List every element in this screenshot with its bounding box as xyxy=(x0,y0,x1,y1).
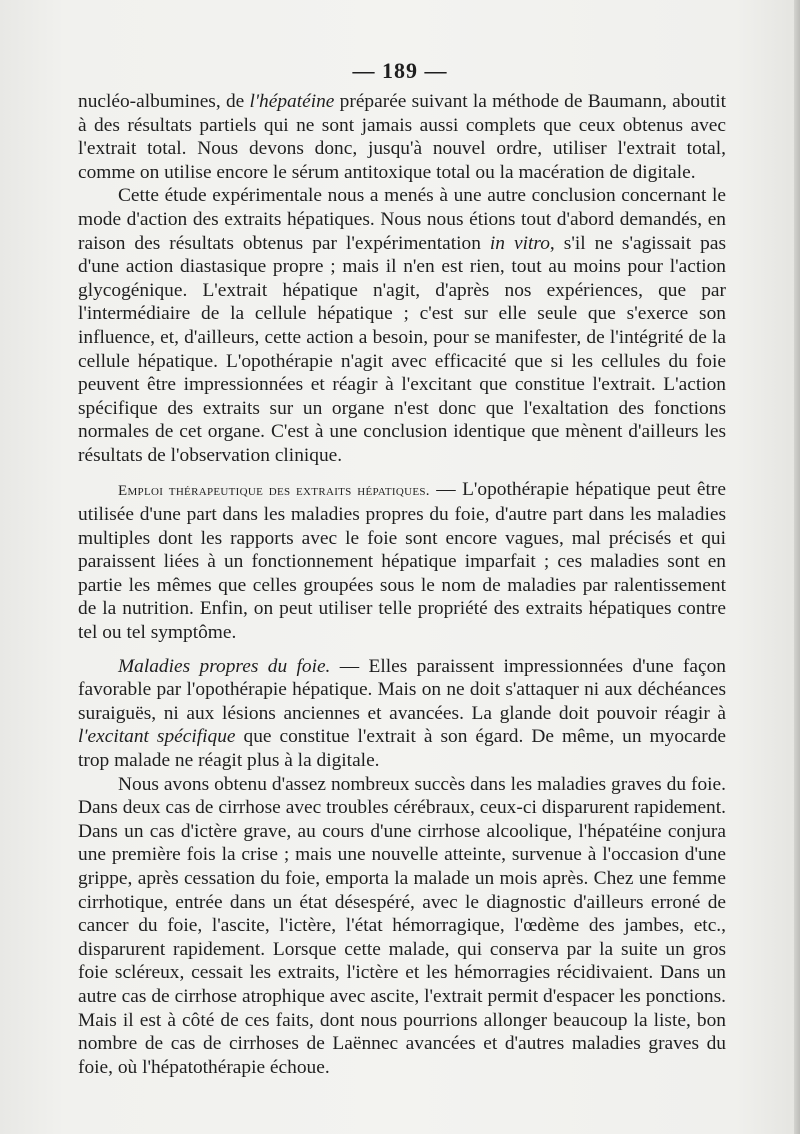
text-run: — Elles paraissent impressionnées d'une façon favorable par l'opothérapie hépatique. Mais on ne doit s'attaquer ni aux déchéances suraiguës, ni aux lésions anciennes et avancées. La glande doit pouvoir réagir à xyxy=(78,655,726,724)
paragraph-1 xyxy=(78,90,726,184)
page-number: — 189 — xyxy=(352,58,448,83)
section-heading: Emploi thérapeutique des extraits hépatiques. xyxy=(118,482,430,499)
text-run: Cette étude expérimentale nous a menés à une autre conclusion concernant le mode d'action des extraits hépatiques. Nous nous étions tout d'abord demandés, en raison des résultats obtenus par l'expérimentation xyxy=(78,185,726,254)
body-text xyxy=(78,90,726,1079)
paragraph-4 xyxy=(78,655,726,773)
text-run: que constitue l'extrait à son égard. De même, un myocarde trop malade ne réagit plus à la digitale. xyxy=(78,726,726,772)
paragraph-5 xyxy=(78,773,726,1080)
italic-term: l'hépatéine xyxy=(249,91,335,112)
italic-term: l'excitant spécifique xyxy=(78,726,236,748)
italic-term: in vitro xyxy=(489,232,550,254)
text-run: , s'il ne s'agissait pas d'une action diastasique propre ; mais il n'en est rien, tout au moins pour l'action glycogénique. L'extrait hépatique n'agit, d'après nos expériences, que par l'intermédiaire de la cellule hépatique ; c'est sur elle seule que s'exerce son influence, et, d'ailleurs, cette action a besoin, pour se manifester, de l'intégrité de la cellule hépatique. L'opothérapie n'agit avec efficacité que si les cellules du foie peuvent être impressionnées et réagir à l'excitant que constitue l'extrait. L'action spécifique des extraits sur un organe n'est donc que l'exaltation des fonctions normales de cet organe. C'est à une conclusion identique que mènent d'ailleurs les résultats de l'observation clinique. xyxy=(78,232,726,466)
subsection-heading: Maladies propres du foie. xyxy=(118,655,331,677)
paragraph-2 xyxy=(78,184,726,467)
paragraph-3 xyxy=(78,478,726,645)
text-run: — L'opothérapie hépatique peut être utilisée d'une part dans les maladies propres du foie, d'autre part dans les maladies multiples dont les rapports avec le foie sont encore vagues, mal précisés et qui paraissent liées à un fonctionnement hépatique imparfait ; ces maladies sont en partie les mêmes que celles groupées sous le nom de maladies par ralentissement de la nutrition. Enfin, on peut utiliser telle propriété des extraits hépatiques contre tel ou tel symptôme. xyxy=(78,478,726,644)
text-run: Nous avons obtenu d'assez nombreux succès dans les maladies graves du foie. Dans deux cas de cirrhose avec troubles cérébraux, ceux-ci disparurent rapidement. Dans un cas d'ictère grave, au cours d'une cirrhose alcoolique, l'hépatéine conjura une première fois la crise ; mais une nouvelle atteinte, survenue à l'occasion d'une grippe, après cessation du foie, emporta la malade un mois après. Chez une femme cirrhotique, entrée dans un état désespéré, avec le diagnostic d'ailleurs erroné de cancer du foie, l'ascite, l'ictère, l'état hémorragique, l'œdème des jambes, etc., disparurent rapidement. Lorsque cette malade, qui conserva par la suite un gros foie scléreux, cessait les extraits, l'ictère et les hémorragies récidivaient. Dans un autre cas de cirrhose atrophique avec ascite, l'extrait permit d'espacer les ponctions. Mais il est à côté de ces faits, dont nous pourrions allonger beaucoup la liste, bon nombre de cas de cirrhoses de Laënnec avancées et d'autres maladies graves du foie, où l'hépatothérapie échoue. xyxy=(78,773,726,1078)
page-edge-shadow xyxy=(794,0,800,1134)
text-run: nucléo-albumines, de xyxy=(78,91,250,112)
text-run: préparée suivant la méthode de Baumann, aboutit à des résultats partiels qui ne sont jamais aussi complets que ceux obtenus avec l'extrait total. Nous devons donc, jusqu'à nouvel ordre, utiliser l'extrait total, comme on utilise encore le sérum antitoxique total ou la macération de digitale. xyxy=(78,91,726,183)
